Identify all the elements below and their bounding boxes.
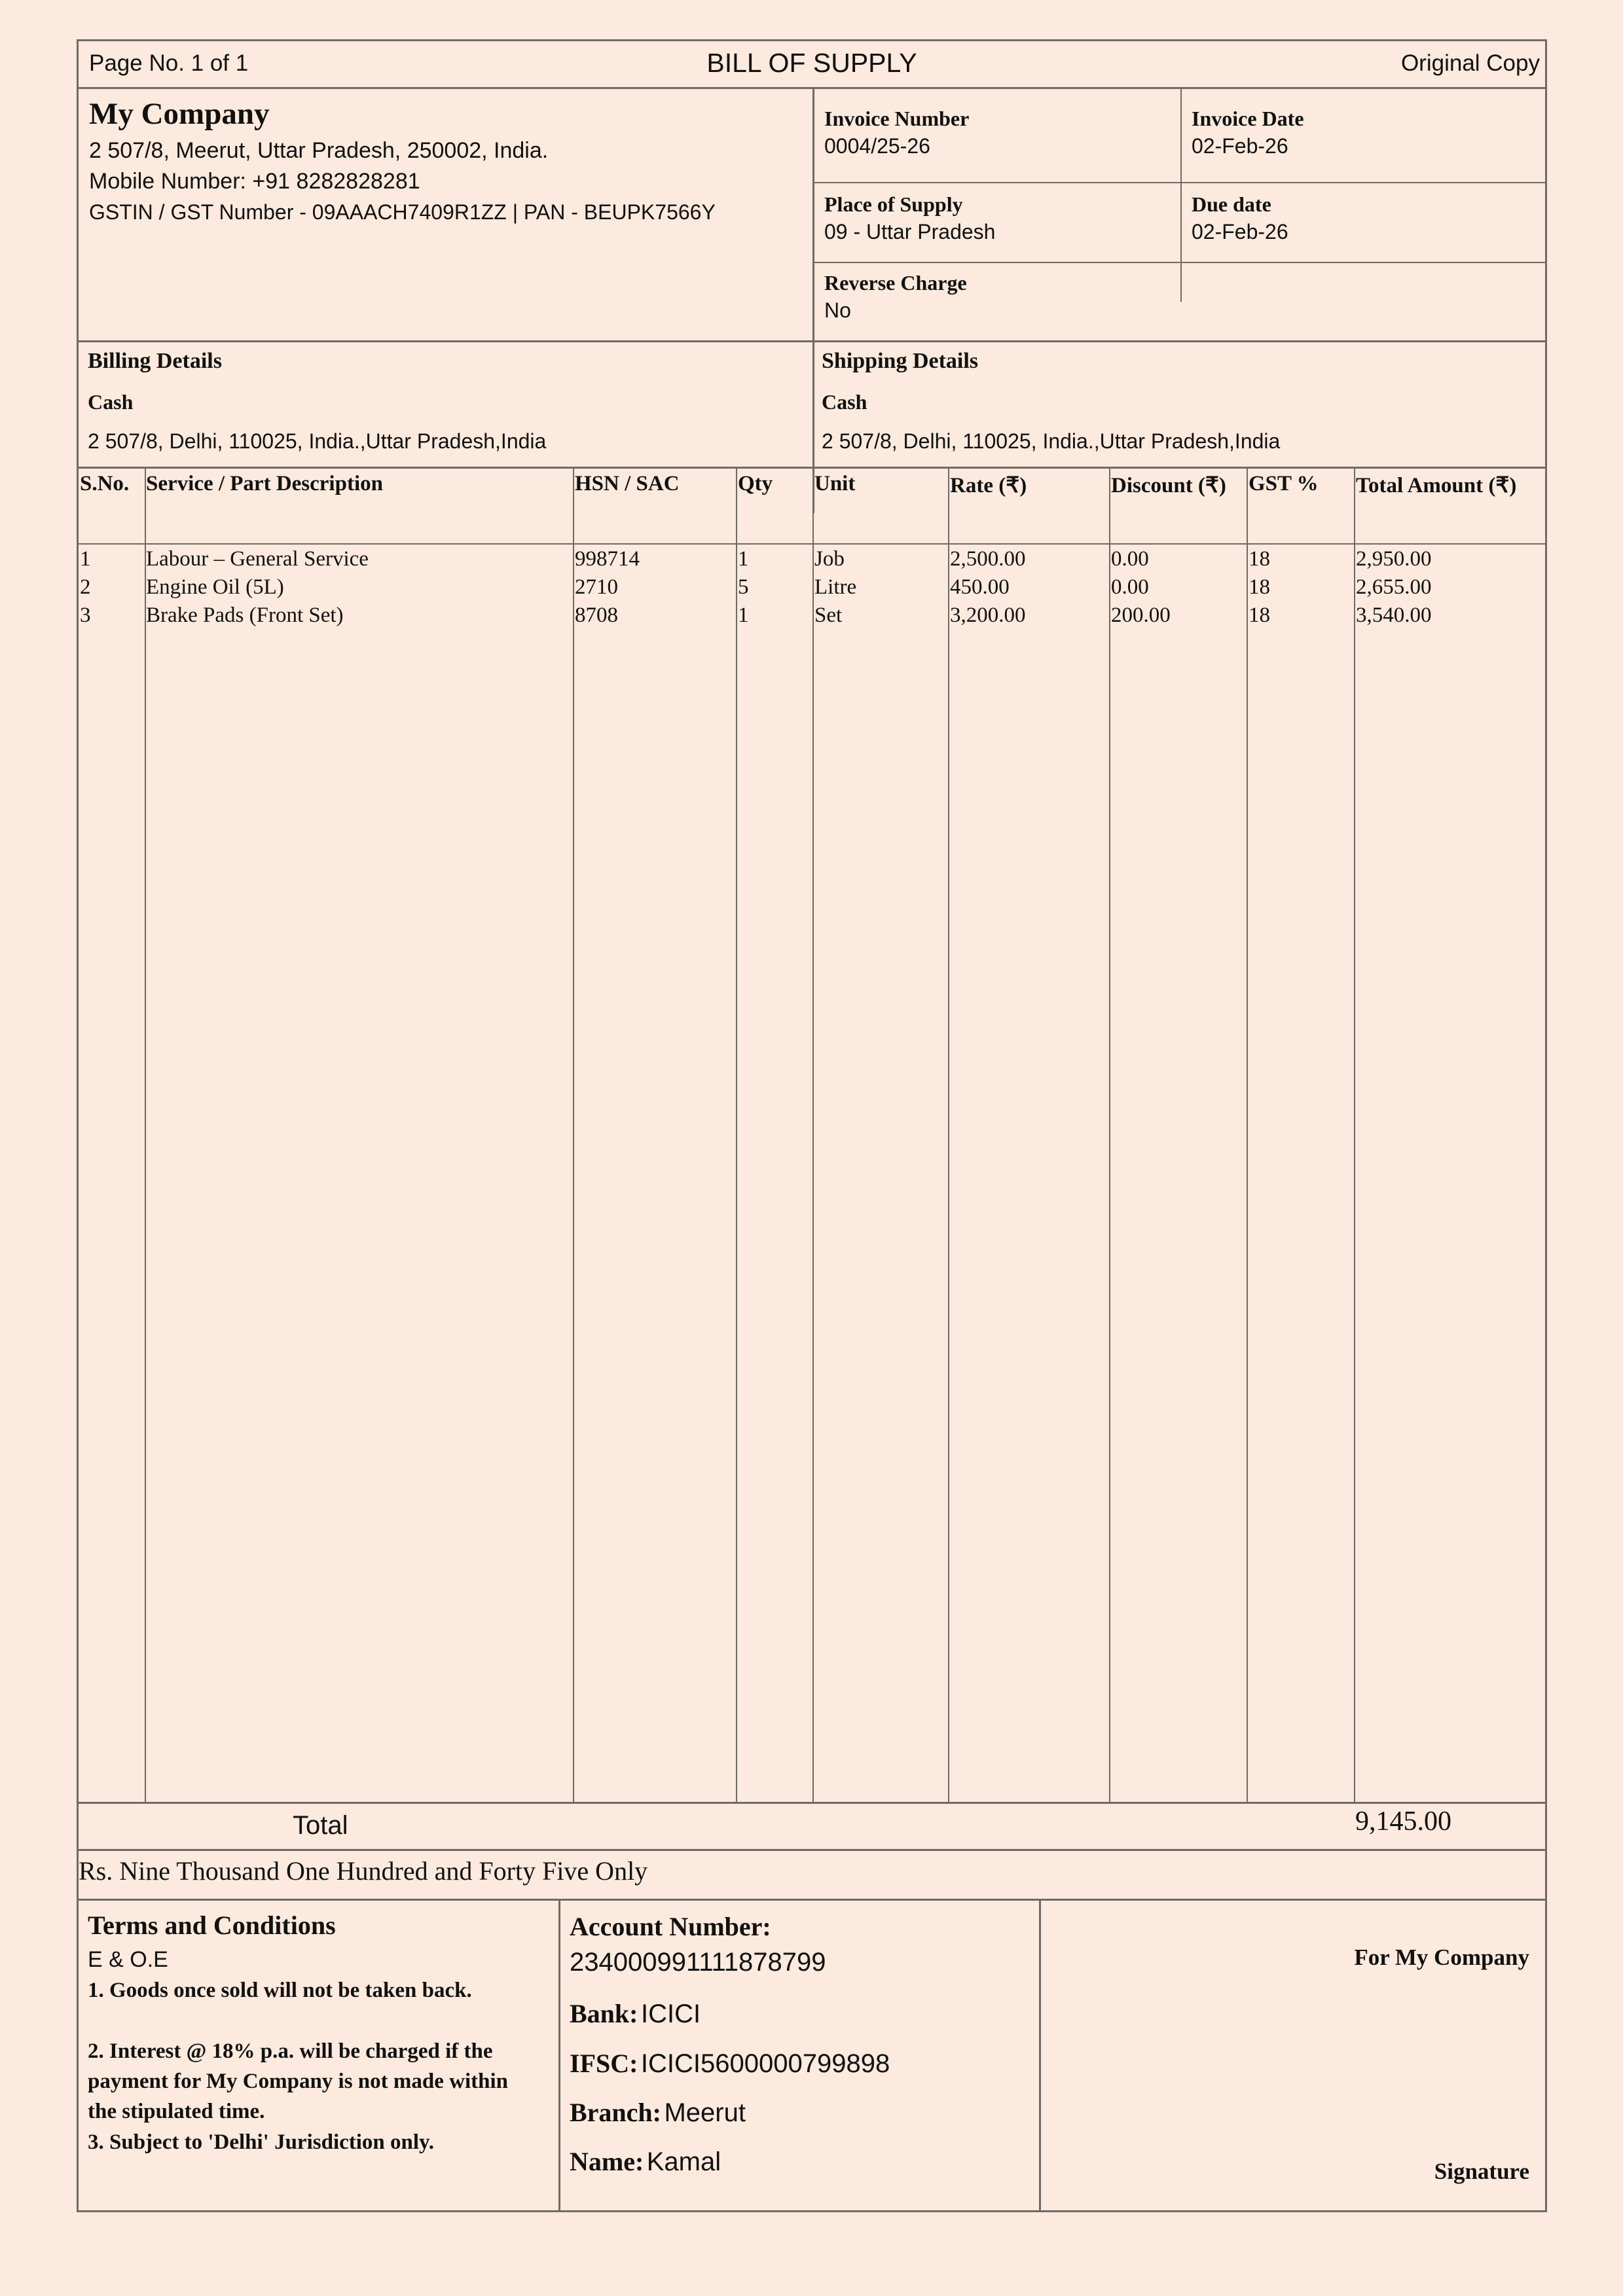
branch-line bbox=[570, 2097, 746, 2128]
bank-line bbox=[570, 1998, 701, 2029]
table-cell: 2,950.00 bbox=[1356, 547, 1432, 571]
table-cell: 2,655.00 bbox=[1356, 575, 1432, 599]
table-cell: 1 bbox=[738, 547, 749, 571]
table-cell: 18 bbox=[1249, 547, 1270, 571]
table-cell: 8708 bbox=[575, 603, 618, 627]
column-header-rate: Rate (₹) bbox=[950, 474, 1027, 497]
company-mobile: Mobile Number: +91 8282828281 bbox=[89, 169, 420, 194]
divider bbox=[79, 87, 1545, 89]
table-cell: 1 bbox=[80, 547, 91, 571]
column-header-total: Total Amount (₹) bbox=[1356, 474, 1517, 497]
reverse-charge: No bbox=[824, 298, 851, 322]
table-cell: 450.00 bbox=[950, 575, 1010, 599]
table-cell: 0.00 bbox=[1111, 575, 1149, 599]
column-divider bbox=[573, 467, 574, 1802]
table-cell: 2 bbox=[80, 575, 91, 599]
divider bbox=[79, 340, 1545, 342]
bank-name: ICICI bbox=[640, 2000, 701, 2028]
place-of-supply-label: Place of Supply bbox=[824, 192, 963, 216]
invoice-number-label: Invoice Number bbox=[824, 107, 970, 130]
shipping-name: Cash bbox=[822, 390, 867, 414]
column-header-description: Service / Part Description bbox=[146, 472, 383, 495]
invoice-number: 0004/25-26 bbox=[824, 134, 930, 158]
column-header-unit: Unit bbox=[814, 472, 856, 495]
company-address: 2 507/8, Meerut, Uttar Pradesh, 250002, India. bbox=[89, 138, 549, 163]
due-date-label: Due date bbox=[1192, 192, 1271, 216]
amount-in-words: Rs. Nine Thousand One Hundred and Forty Five Only bbox=[79, 1856, 648, 1886]
divider bbox=[812, 87, 814, 513]
bank-label: Bank: bbox=[570, 1999, 638, 2028]
divider bbox=[79, 543, 1545, 545]
invoice-date: 02-Feb-26 bbox=[1192, 134, 1288, 158]
terms-item: 3. Subject to 'Delhi' Jurisdiction only. bbox=[88, 2130, 434, 2154]
account-name-label: Name: bbox=[570, 2147, 644, 2176]
divider bbox=[79, 1849, 1545, 1851]
table-cell: Litre bbox=[814, 575, 857, 599]
table-cell: Labour – General Service bbox=[146, 547, 369, 571]
total-label: Total bbox=[293, 1811, 348, 1840]
shipping-details-label: Shipping Details bbox=[822, 349, 979, 373]
table-cell: 0.00 bbox=[1111, 547, 1149, 571]
ifsc-label: IFSC: bbox=[570, 2049, 638, 2078]
reverse-charge-label: Reverse Charge bbox=[824, 271, 967, 295]
invoice-date-label: Invoice Date bbox=[1192, 107, 1304, 130]
table-cell: Job bbox=[814, 547, 845, 571]
table-cell: 998714 bbox=[575, 547, 640, 571]
document-title: BILL OF SUPPLY bbox=[706, 48, 917, 78]
signature-label: Signature bbox=[1434, 2159, 1529, 2184]
divider bbox=[812, 262, 1545, 263]
table-cell: Brake Pads (Front Set) bbox=[146, 603, 344, 627]
divider bbox=[812, 182, 1545, 183]
table-cell: 5 bbox=[738, 575, 749, 599]
table-cell: Engine Oil (5L) bbox=[146, 575, 284, 599]
terms-eoe: E & O.E bbox=[88, 1947, 168, 1972]
account-name-line bbox=[570, 2146, 721, 2177]
branch-name: Meerut bbox=[664, 2098, 746, 2127]
column-divider bbox=[948, 467, 949, 1802]
invoice-page bbox=[77, 39, 1547, 2212]
terms-heading: Terms and Conditions bbox=[88, 1910, 336, 1940]
table-cell: 2710 bbox=[575, 575, 618, 599]
billing-address: 2 507/8, Delhi, 110025, India.,Uttar Pradesh,India bbox=[88, 429, 547, 453]
billing-details-label: Billing Details bbox=[88, 349, 222, 373]
company-gstin: GSTIN / GST Number - 09AAACH7409R1ZZ | PAN - BEUPK7566Y bbox=[89, 200, 716, 224]
column-header-sno: S.No. bbox=[80, 472, 130, 495]
table-cell: 18 bbox=[1249, 575, 1270, 599]
column-divider bbox=[812, 467, 814, 1802]
column-header-qty: Qty bbox=[738, 472, 773, 495]
table-cell: Set bbox=[814, 603, 843, 627]
account-number: 234000991111878799 bbox=[570, 1948, 826, 1977]
divider bbox=[79, 1802, 1545, 1804]
divider bbox=[79, 1899, 1545, 1901]
ifsc-code: ICICI5600000799898 bbox=[640, 2049, 890, 2078]
due-date: 02-Feb-26 bbox=[1192, 220, 1288, 243]
table-cell: 200.00 bbox=[1111, 603, 1171, 627]
branch-label: Branch: bbox=[570, 2098, 661, 2127]
table-cell: 1 bbox=[738, 603, 749, 627]
terms-item: 1. Goods once sold will not be taken back. bbox=[88, 1979, 472, 2002]
table-cell: 18 bbox=[1249, 603, 1270, 627]
for-company: For My Company bbox=[1354, 1945, 1529, 1970]
account-number-label: Account Number: bbox=[570, 1912, 771, 1941]
table-cell: 2,500.00 bbox=[950, 547, 1026, 571]
column-header-hsn: HSN / SAC bbox=[575, 472, 680, 495]
total-value: 9,145.00 bbox=[1355, 1806, 1451, 1837]
divider bbox=[1039, 1899, 1041, 2210]
account-name: Kamal bbox=[646, 2147, 721, 2176]
divider bbox=[558, 1899, 560, 2210]
column-divider bbox=[736, 467, 737, 1802]
column-divider bbox=[145, 467, 146, 1802]
ifsc-line bbox=[570, 2048, 890, 2079]
copy-type: Original Copy bbox=[1400, 50, 1540, 76]
column-divider bbox=[1247, 467, 1248, 1802]
table-cell: 3 bbox=[80, 603, 91, 627]
terms-item: 2. Interest @ 18% p.a. will be charged if the payment for My Company is not made within the stipulated time. bbox=[88, 2039, 509, 2123]
billing-name: Cash bbox=[88, 390, 134, 414]
column-divider bbox=[1354, 467, 1355, 1802]
company-name: My Company bbox=[89, 97, 270, 131]
column-header-discount: Discount (₹) bbox=[1111, 474, 1226, 497]
column-divider bbox=[1109, 467, 1110, 1802]
page-number: Page No. 1 of 1 bbox=[89, 50, 249, 76]
table-cell: 3,200.00 bbox=[950, 603, 1026, 627]
place-of-supply: 09 - Uttar Pradesh bbox=[824, 220, 996, 243]
table-cell: 3,540.00 bbox=[1356, 603, 1432, 627]
shipping-address: 2 507/8, Delhi, 110025, India.,Uttar Pradesh,India bbox=[822, 429, 1281, 453]
divider bbox=[1180, 87, 1182, 302]
column-header-gst: GST % bbox=[1249, 472, 1319, 495]
divider bbox=[79, 467, 1545, 469]
